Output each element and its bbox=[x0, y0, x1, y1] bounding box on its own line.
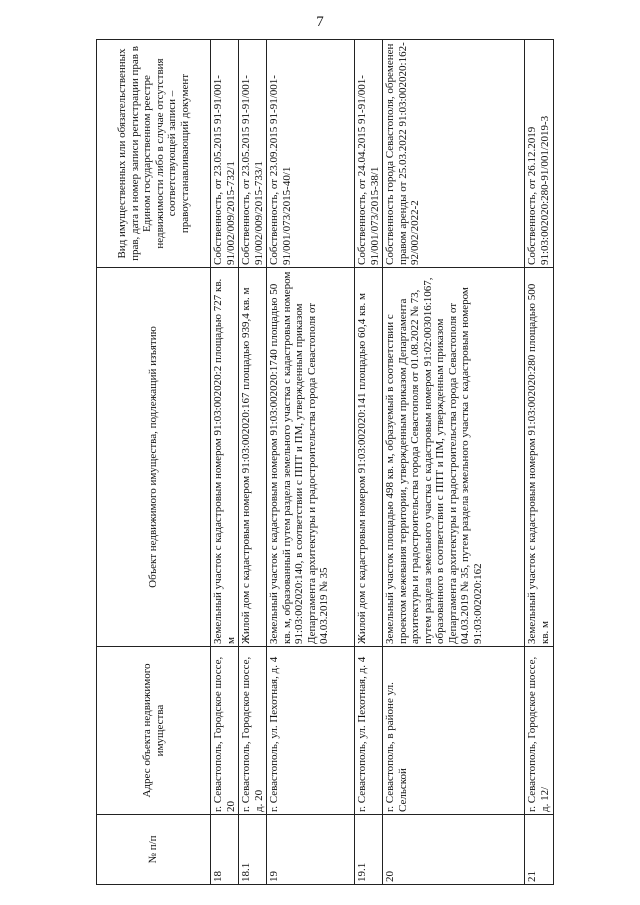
table-row bbox=[239, 40, 267, 885]
table-row bbox=[525, 40, 554, 885]
cell-num: 21 bbox=[525, 815, 554, 885]
cell-rights: Собственность, от 23.05.2015 91-91/001-91/002/009/2015-732/1 bbox=[211, 40, 239, 268]
cell-rights: Собственность, от 24.04.2015 91-91/001-91/001/073/2015-38/1 bbox=[355, 40, 383, 268]
table-header-row bbox=[97, 40, 211, 885]
cell-object: Земельный участок с кадастровым номером 91:03:002020:2 площадью 727 кв. м bbox=[211, 268, 239, 647]
cell-num: 20 bbox=[383, 815, 525, 885]
cell-object: Земельный участок с кадастровым номером 91:03:002020:1740 площадью 50 кв. м, образованный путем раздела земельного участка с кадастровым номером 91:03:002020:140, в соответствии с ППТ и ПМ, утвержденным приказом Департамента архитектуры и градостроительства города Севастополя от 04.03.2019 № 35 bbox=[267, 268, 355, 647]
cell-num: 18.1 bbox=[239, 815, 267, 885]
header-address: Адрес объекта недвижимого имущества bbox=[97, 647, 211, 815]
cell-address: г. Севастополь, Городское шоссе, 20 bbox=[211, 647, 239, 815]
table-row bbox=[383, 40, 525, 885]
cell-object: Жилой дом с кадастровым номером 91:03:002020:141 площадью 60,4 кв. м bbox=[355, 268, 383, 647]
cell-rights: Собственность города Севастополя, обременен правом аренды от 25.03.2022 91:03:002020:162-92/002/2022-2 bbox=[383, 40, 525, 268]
rotated-table-wrapper bbox=[96, 40, 551, 885]
cell-address: г. Севастополь, Городское шоссе, д. 20 bbox=[239, 647, 267, 815]
cell-address: г. Севастополь, Городское шоссе, д. 12/ bbox=[525, 647, 554, 815]
cell-address: г. Севастополь, ул. Пехотная, д. 4 bbox=[355, 647, 383, 815]
cell-object: Жилой дом с кадастровым номером 91:03:002020:167 площадью 939,4 кв. м bbox=[239, 268, 267, 647]
cell-object: Земельный участок с кадастровым номером 91:03:002020:280 площадью 500 кв. м bbox=[525, 268, 554, 647]
header-num: № п/п bbox=[97, 815, 211, 885]
table-row bbox=[355, 40, 383, 885]
header-object: Объект недвижимого имущества, подлежащий изъятию bbox=[97, 268, 211, 647]
cell-num: 18 bbox=[211, 815, 239, 885]
rotated-table-stage bbox=[96, 40, 551, 885]
cell-rights: Собственность, от 23.09.2015 91-91/001-91/001/073/2015-40/1 bbox=[267, 40, 355, 268]
cell-address: г. Севастополь, ул. Пехотная, д. 4 bbox=[267, 647, 355, 815]
table-row bbox=[267, 40, 355, 885]
cell-address: г. Севастополь, в районе ул. Сельской bbox=[383, 647, 525, 815]
cell-rights: Собственность, от 23.05.2015 91-91/001-91/002/009/2015-733/1 bbox=[239, 40, 267, 268]
cell-num: 19.1 bbox=[355, 815, 383, 885]
property-table bbox=[96, 39, 554, 885]
table-row bbox=[211, 40, 239, 885]
cell-object: Земельный участок площадью 498 кв. м, образуемый в соответствии с проектом межевания территории, утвержденным приказом Департамента архитектуры и градостроительства города Севастополя от 01.08.2022 № 73, путем раздела земельного участка с кадастровым номером 91:02:003016:1067, образованного в соответствии с ППТ и ПМ, утвержденным приказом Департамента архитектуры и градостроительства города Севастополя от 04.03.2019 № 35, путем раздела земельного участка с кадастровым номером 91:03:002020:162 bbox=[383, 268, 525, 647]
cell-num: 19 bbox=[267, 815, 355, 885]
header-rights: Вид имущественных или обязательственных прав, дата и номер записи регистрации прав в Едином государственном реестре недвижимости либо в случае отсутствия соответствующей записи – правоустанавливающий документ bbox=[97, 40, 211, 268]
page-number: 7 bbox=[316, 14, 324, 30]
cell-rights: Собственность, от 26.12.2019 91:03:002020:280-91/001/2019-3 bbox=[525, 40, 554, 268]
